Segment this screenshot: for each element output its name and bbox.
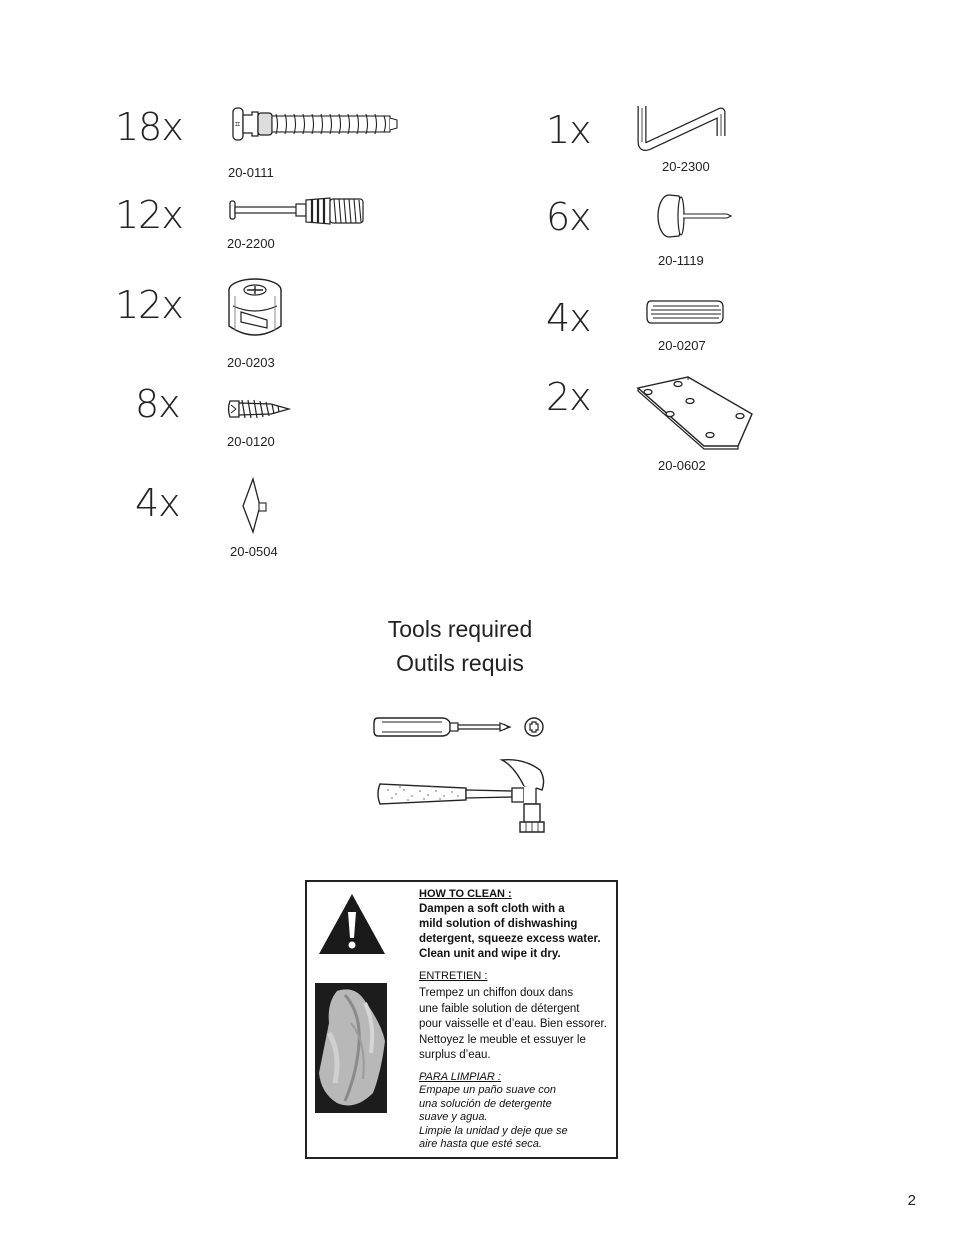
screw-icon bbox=[227, 396, 291, 422]
qty-20-0207: 4x bbox=[546, 296, 591, 340]
part-code-20-0120: 20-0120 bbox=[227, 434, 275, 449]
part-code-20-0203: 20-0203 bbox=[227, 355, 275, 370]
qty-20-0203: 12x bbox=[115, 283, 183, 327]
cloth-icon bbox=[315, 983, 387, 1113]
part-code-20-2200: 20-2200 bbox=[227, 236, 275, 251]
clean-text-fr: Trempez un chiffon doux dans une faible solution de détergent pour vaisselle et d’eau. Bien essorer. Nettoyez le meuble et essuyer le surplus d’eau. bbox=[419, 987, 607, 1061]
cleaning-instructions-box bbox=[305, 880, 618, 1159]
qty-20-2300: 1x bbox=[546, 108, 591, 152]
tools-title-en: Tools required bbox=[387, 616, 533, 642]
glide-nail-icon bbox=[655, 192, 735, 240]
mending-plate-icon bbox=[634, 374, 758, 450]
qty-20-1119: 6x bbox=[546, 195, 591, 239]
qty-20-2200: 12x bbox=[115, 193, 183, 237]
part-code-20-0602: 20-0602 bbox=[658, 458, 706, 473]
part-code-20-1119: 20-1119 bbox=[658, 253, 704, 268]
clean-text-es: Empape un paño suave con una solución de detergente suave y agua. Limpie la unidad y deje que se aire hasta que esté seca. bbox=[419, 1084, 568, 1150]
part-code-20-0207: 20-0207 bbox=[658, 338, 706, 353]
clean-text-en: Dampen a soft cloth with a mild solution of dishwashing detergent, squeeze excess water. Clean unit and wipe it dry. bbox=[419, 903, 601, 960]
warning-icon bbox=[317, 892, 387, 960]
clean-heading-fr: ENTRETIEN : bbox=[419, 970, 488, 982]
claw-hammer-icon bbox=[374, 756, 554, 836]
wood-dowel-icon bbox=[645, 298, 725, 326]
phillips-screwdriver-icon bbox=[372, 714, 548, 740]
clean-heading-es: PARA LIMPIAR : bbox=[419, 1071, 501, 1083]
qty-20-0602: 2x bbox=[546, 375, 591, 419]
qty-20-0504: 4x bbox=[135, 481, 180, 525]
page-number: 2 bbox=[907, 1192, 916, 1209]
connector-bolt-icon bbox=[228, 194, 368, 228]
part-code-20-2300: 20-2300 bbox=[662, 159, 710, 174]
cam-bolt-icon bbox=[230, 106, 400, 144]
qty-20-0120: 8x bbox=[135, 382, 180, 426]
cam-lock-icon bbox=[227, 276, 287, 340]
part-code-20-0111: 20-0111 bbox=[228, 165, 274, 180]
clean-heading-en: HOW TO CLEAN : bbox=[419, 888, 512, 900]
shelf-support-icon bbox=[240, 476, 274, 538]
qty-20-0111: 18x bbox=[115, 105, 183, 149]
tools-title-fr: Outils requis bbox=[396, 650, 524, 676]
part-code-20-0504: 20-0504 bbox=[230, 544, 278, 559]
allen-key-icon bbox=[637, 98, 737, 150]
svg-text:⌗: ⌗ bbox=[235, 120, 241, 130]
